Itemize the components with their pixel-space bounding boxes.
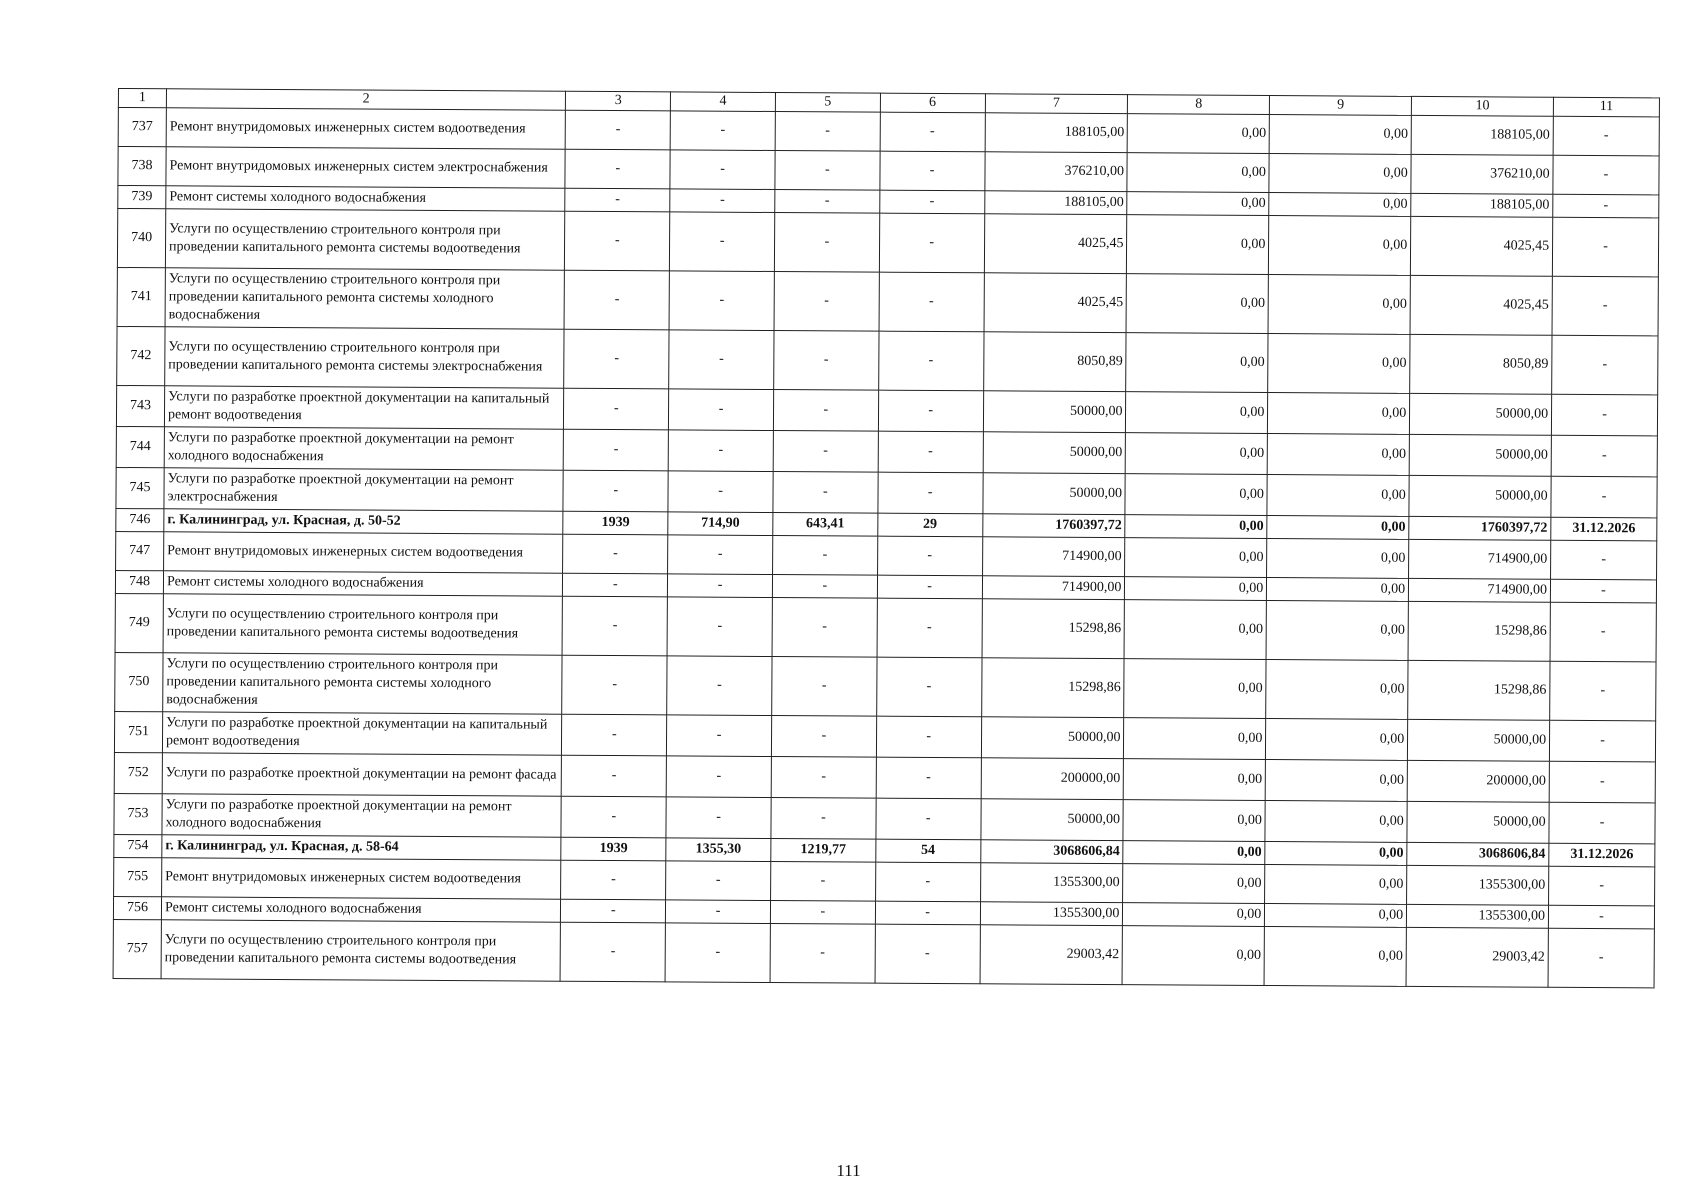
col-3-value: - <box>564 270 669 330</box>
col-6-value: - <box>876 757 981 799</box>
col-10-value: 50000,00 <box>1409 434 1551 476</box>
col-header: 4 <box>671 92 776 112</box>
col-7-value: 50000,00 <box>982 473 1125 515</box>
col-5-value: - <box>774 331 879 391</box>
col-8-value: 0,00 <box>1123 926 1265 986</box>
row-number: 756 <box>113 896 161 919</box>
col-6-value: - <box>877 598 982 658</box>
col-6-value: - <box>877 536 982 576</box>
col-7-value: 376210,00 <box>984 152 1127 192</box>
row-number: 752 <box>114 752 162 793</box>
table-row <box>117 209 1658 277</box>
col-9-value: 0,00 <box>1269 216 1411 276</box>
col-10-value: 1760397,72 <box>1409 516 1551 540</box>
col-3-value: - <box>564 329 669 389</box>
col-9-value: 0,00 <box>1268 434 1410 476</box>
col-5-value: - <box>775 190 880 214</box>
col-header: 10 <box>1412 96 1554 116</box>
col-5-value: 1219,77 <box>771 839 876 863</box>
col-5-value: - <box>772 657 877 717</box>
col-11-value: - <box>1551 476 1657 518</box>
page-number: 111 <box>836 1161 861 1180</box>
col-9-value: 0,00 <box>1265 904 1407 928</box>
col-header: 9 <box>1270 96 1412 116</box>
col-3-value: - <box>564 429 669 471</box>
col-9-value: 0,00 <box>1266 601 1408 661</box>
col-8-value: 0,00 <box>1123 903 1265 927</box>
col-11-value: - <box>1552 335 1658 395</box>
col-3-value: - <box>562 714 667 756</box>
col-11-value: - <box>1549 802 1655 844</box>
work-name: Ремонт системы холодного водоснабжения <box>163 571 563 596</box>
col-11-value: 31.12.2026 <box>1551 517 1657 541</box>
col-5-value: - <box>774 272 879 332</box>
col-4-value: 1355,30 <box>666 838 771 862</box>
work-name: г. Калининград, ул. Красная, д. 58-64 <box>162 835 562 860</box>
col-5-value: - <box>775 151 880 191</box>
col-4-value: - <box>667 715 772 757</box>
col-8-value: 0,00 <box>1125 474 1267 516</box>
col-6-value: - <box>879 213 984 273</box>
col-5-value: - <box>772 575 877 599</box>
col-10-value: 50000,00 <box>1408 719 1550 761</box>
col-6-value: - <box>880 151 985 191</box>
row-number: 741 <box>117 267 165 326</box>
col-10-value: 188105,00 <box>1411 115 1553 155</box>
col-header: 6 <box>880 93 985 113</box>
col-5-value: - <box>773 431 878 473</box>
col-11-value: - <box>1550 661 1656 721</box>
col-4-value: - <box>667 656 772 716</box>
col-4-value: - <box>667 597 772 657</box>
col-6-value: - <box>878 431 983 473</box>
row-number: 751 <box>114 711 162 752</box>
col-3-value: 1939 <box>561 837 666 861</box>
work-name: Услуги по осуществлению строительного контроля при проведении капитального ремонта системы холодного водоснабжения <box>163 653 563 714</box>
col-10-value: 188105,00 <box>1411 193 1553 217</box>
col-11-value: - <box>1553 155 1659 195</box>
col-6-value: 29 <box>878 513 983 537</box>
col-9-value: 0,00 <box>1268 393 1410 435</box>
col-5-value: - <box>772 598 877 658</box>
col-3-value: - <box>561 899 666 923</box>
col-9-value: 0,00 <box>1268 334 1410 394</box>
col-5-value: 643,41 <box>773 513 878 537</box>
col-3-value: - <box>563 573 668 597</box>
col-8-value: 0,00 <box>1124 718 1266 760</box>
col-10-value: 29003,42 <box>1406 927 1548 987</box>
col-9-value: 0,00 <box>1266 719 1408 761</box>
col-9-value: 0,00 <box>1269 154 1411 194</box>
col-7-value: 15298,86 <box>982 599 1125 659</box>
col-8-value: 0,00 <box>1125 538 1267 578</box>
col-header: 7 <box>985 94 1128 114</box>
col-6-value: - <box>875 901 980 925</box>
row-number: 744 <box>116 426 164 467</box>
row-number: 746 <box>116 508 164 531</box>
row-number: 738 <box>118 147 166 186</box>
col-7-value: 29003,42 <box>980 925 1123 985</box>
col-11-value: - <box>1551 394 1657 436</box>
col-4-value: - <box>668 574 773 598</box>
col-4-value: - <box>669 389 774 431</box>
col-7-value: 50000,00 <box>981 717 1124 759</box>
row-number: 755 <box>114 857 162 896</box>
col-11-value: - <box>1552 217 1658 277</box>
col-9-value: 0,00 <box>1267 475 1409 517</box>
col-4-value: 714,90 <box>668 512 773 536</box>
row-number: 740 <box>117 209 165 268</box>
col-5-value: - <box>771 862 876 902</box>
table-row <box>115 652 1656 720</box>
col-5-value: - <box>770 924 875 984</box>
col-8-value: 0,00 <box>1125 600 1267 660</box>
col-11-value: - <box>1551 540 1657 580</box>
col-7-value: 714900,00 <box>982 576 1125 600</box>
row-number: 749 <box>115 593 163 652</box>
col-5-value: - <box>773 390 878 432</box>
col-4-value: - <box>670 212 775 272</box>
col-8-value: 0,00 <box>1126 392 1268 434</box>
col-5-value: - <box>774 213 879 273</box>
col-7-value: 50000,00 <box>980 799 1123 841</box>
col-9-value: 0,00 <box>1265 842 1407 866</box>
row-number: 742 <box>117 326 165 385</box>
col-5-value: - <box>773 536 878 576</box>
row-number: 750 <box>115 652 163 711</box>
col-7-value: 714900,00 <box>982 537 1125 577</box>
col-5-value: - <box>771 757 876 799</box>
col-6-value: - <box>878 390 983 432</box>
col-9-value: 0,00 <box>1266 760 1408 802</box>
col-11-value: - <box>1553 194 1659 218</box>
col-6-value: - <box>875 924 980 984</box>
col-10-value: 8050,89 <box>1410 334 1552 394</box>
col-6-value: 54 <box>876 839 981 863</box>
work-name: Услуги по осуществлению строительного контроля при проведении капитального ремонта системы холодного водоснабжения <box>165 268 565 329</box>
col-7-value: 1355300,00 <box>980 863 1123 903</box>
work-name: Услуги по разработке проектной документации на ремонт холодного водоснабжения <box>164 427 564 470</box>
col-5-value: - <box>771 798 876 840</box>
col-8-value: 0,00 <box>1124 759 1266 801</box>
work-name: Услуги по разработке проектной документации на капитальный ремонт водоотведения <box>164 386 564 429</box>
row-number: 747 <box>116 531 164 570</box>
row-number: 737 <box>118 108 166 147</box>
row-number: 748 <box>115 570 163 593</box>
col-3-value: - <box>561 796 666 838</box>
col-4-value: - <box>669 330 774 390</box>
col-8-value: 0,00 <box>1123 864 1265 904</box>
col-3-value: - <box>565 188 670 212</box>
col-9-value: 0,00 <box>1269 193 1411 217</box>
work-name: Услуги по осуществлению строительного контроля при проведении капитального ремонта системы водоотведения <box>165 209 565 270</box>
col-6-value: - <box>880 112 985 152</box>
col-header: 2 <box>166 89 566 110</box>
col-9-value: 0,00 <box>1266 660 1408 720</box>
col-11-value: - <box>1551 435 1657 477</box>
col-header: 3 <box>566 91 671 111</box>
col-9-value: 0,00 <box>1265 801 1407 843</box>
col-8-value: 0,00 <box>1126 433 1268 475</box>
work-name: Услуги по разработке проектной документации на ремонт электроснабжения <box>164 468 564 511</box>
row-number: 753 <box>114 793 162 834</box>
col-10-value: 4025,45 <box>1410 275 1552 335</box>
work-name: Ремонт внутридомовых инженерных систем водоотведения <box>162 858 562 899</box>
row-number: 757 <box>113 919 161 978</box>
col-7-value: 188105,00 <box>985 113 1128 153</box>
col-6-value: - <box>876 716 981 758</box>
col-4-value: - <box>668 430 773 472</box>
col-11-value: - <box>1553 116 1659 156</box>
col-5-value: - <box>773 472 878 514</box>
col-5-value: - <box>771 716 876 758</box>
col-6-value: - <box>877 575 982 599</box>
col-4-value: - <box>666 797 771 839</box>
col-3-value: - <box>565 149 670 189</box>
col-4-value: - <box>666 861 771 901</box>
col-7-value: 8050,89 <box>983 332 1126 392</box>
col-10-value: 376210,00 <box>1411 154 1553 194</box>
table-row <box>117 326 1658 394</box>
col-3-value: - <box>566 110 671 150</box>
col-4-value: - <box>666 756 771 798</box>
col-3-value: - <box>563 534 668 574</box>
col-6-value: - <box>878 331 983 391</box>
col-5-value: - <box>775 112 880 152</box>
col-4-value: - <box>670 150 775 190</box>
col-3-value: - <box>562 755 667 797</box>
row-number: 743 <box>116 385 164 426</box>
col-4-value: - <box>666 900 771 924</box>
col-7-value: 1760397,72 <box>982 514 1125 538</box>
col-6-value: - <box>879 190 984 214</box>
col-11-value: - <box>1549 866 1655 906</box>
row-number: 754 <box>114 834 162 857</box>
row-number: 739 <box>118 186 166 209</box>
col-8-value: 0,00 <box>1128 114 1270 154</box>
col-10-value: 3068606,84 <box>1407 842 1549 866</box>
col-6-value: - <box>876 657 981 717</box>
col-header: 11 <box>1553 97 1659 117</box>
col-10-value: 15298,86 <box>1408 660 1550 720</box>
col-6-value: - <box>878 472 983 514</box>
table-row <box>113 919 1654 987</box>
col-10-value: 15298,86 <box>1408 601 1550 661</box>
col-5-value: - <box>770 901 875 925</box>
col-9-value: 0,00 <box>1264 927 1406 987</box>
col-11-value: 31.12.2026 <box>1549 843 1655 867</box>
col-10-value: 50000,00 <box>1409 475 1551 517</box>
col-8-value: 0,00 <box>1123 800 1265 842</box>
col-10-value: 714900,00 <box>1409 539 1551 579</box>
col-11-value: - <box>1552 276 1658 336</box>
col-6-value: - <box>875 862 980 902</box>
col-8-value: 0,00 <box>1123 841 1265 865</box>
col-9-value: 0,00 <box>1268 275 1410 335</box>
col-10-value: 1355300,00 <box>1407 865 1549 905</box>
col-7-value: 200000,00 <box>981 758 1124 800</box>
work-name: Услуги по осуществлению строительного контроля при проведении капитального ремонта системы водоотведения <box>163 594 563 655</box>
col-8-value: 0,00 <box>1125 515 1267 539</box>
col-11-value: - <box>1549 761 1655 803</box>
col-3-value: - <box>561 860 666 900</box>
col-11-value: - <box>1550 602 1656 662</box>
col-10-value: 50000,00 <box>1410 393 1552 435</box>
col-3-value: - <box>562 596 667 656</box>
col-3-value: - <box>562 655 667 715</box>
work-name: Ремонт системы холодного водоснабжения <box>166 186 566 211</box>
col-3-value: - <box>563 470 668 512</box>
col-4-value: - <box>670 111 775 151</box>
col-4-value: - <box>668 535 773 575</box>
col-8-value: 0,00 <box>1127 153 1269 193</box>
col-4-value: - <box>668 471 773 513</box>
col-10-value: 4025,45 <box>1411 216 1553 276</box>
col-4-value: - <box>670 189 775 213</box>
col-10-value: 200000,00 <box>1407 760 1549 802</box>
work-name: Услуги по разработке проектной документации на капитальный ремонт водоотведения <box>162 712 562 755</box>
col-7-value: 188105,00 <box>984 191 1127 215</box>
col-11-value: - <box>1550 579 1656 603</box>
col-7-value: 50000,00 <box>983 391 1126 433</box>
work-name: Услуги по разработке проектной документации на ремонт холодного водоснабжения <box>162 794 562 837</box>
table-row <box>115 593 1656 661</box>
work-name: Услуги по разработке проектной документации на ремонт фасада <box>162 753 562 796</box>
col-header: 8 <box>1128 95 1270 115</box>
col-3-value: 1939 <box>563 511 668 535</box>
col-7-value: 50000,00 <box>983 432 1126 474</box>
col-4-value: - <box>665 923 770 983</box>
works-table <box>113 88 1660 988</box>
col-11-value: - <box>1550 720 1656 762</box>
table-row <box>117 267 1658 335</box>
col-8-value: 0,00 <box>1126 333 1268 393</box>
col-3-value: - <box>564 388 669 430</box>
work-name: г. Калининград, ул. Красная, д. 50-52 <box>164 509 564 534</box>
col-11-value: - <box>1548 928 1654 988</box>
col-10-value: 1355300,00 <box>1407 904 1549 928</box>
col-6-value: - <box>876 798 981 840</box>
col-7-value: 4025,45 <box>984 273 1127 333</box>
work-name: Услуги по осуществлению строительного контроля при проведении капитального ремонта системы электроснабжения <box>165 327 565 388</box>
col-9-value: 0,00 <box>1267 578 1409 602</box>
col-8-value: 0,00 <box>1124 659 1266 719</box>
col-6-value: - <box>879 272 984 332</box>
col-3-value: - <box>565 211 670 271</box>
work-name: Ремонт внутридомовых инженерных систем водоотведения <box>166 108 566 149</box>
col-9-value: 0,00 <box>1267 516 1409 540</box>
col-11-value: - <box>1548 905 1654 929</box>
work-name: Услуги по осуществлению строительного контроля при проведении капитального ремонта системы водоотведения <box>161 920 561 981</box>
col-4-value: - <box>669 271 774 331</box>
col-10-value: 50000,00 <box>1407 801 1549 843</box>
col-7-value: 15298,86 <box>981 658 1124 718</box>
col-8-value: 0,00 <box>1125 577 1267 601</box>
col-7-value: 1355300,00 <box>980 902 1123 926</box>
work-name: Ремонт системы холодного водоснабжения <box>161 897 561 922</box>
col-7-value: 3068606,84 <box>980 840 1123 864</box>
work-name: Ремонт внутридомовых инженерных систем водоотведения <box>164 532 564 573</box>
col-9-value: 0,00 <box>1269 115 1411 155</box>
col-10-value: 714900,00 <box>1409 578 1551 602</box>
col-3-value: - <box>561 922 666 982</box>
col-header: 5 <box>775 93 880 113</box>
col-9-value: 0,00 <box>1265 865 1407 905</box>
col-header: 1 <box>118 89 166 108</box>
col-8-value: 0,00 <box>1126 274 1268 334</box>
col-8-value: 0,00 <box>1127 215 1269 275</box>
col-7-value: 4025,45 <box>984 214 1127 274</box>
work-name: Ремонт внутридомовых инженерных систем электроснабжения <box>166 147 566 188</box>
row-number: 745 <box>116 467 164 508</box>
col-8-value: 0,00 <box>1127 192 1269 216</box>
col-9-value: 0,00 <box>1267 539 1409 579</box>
